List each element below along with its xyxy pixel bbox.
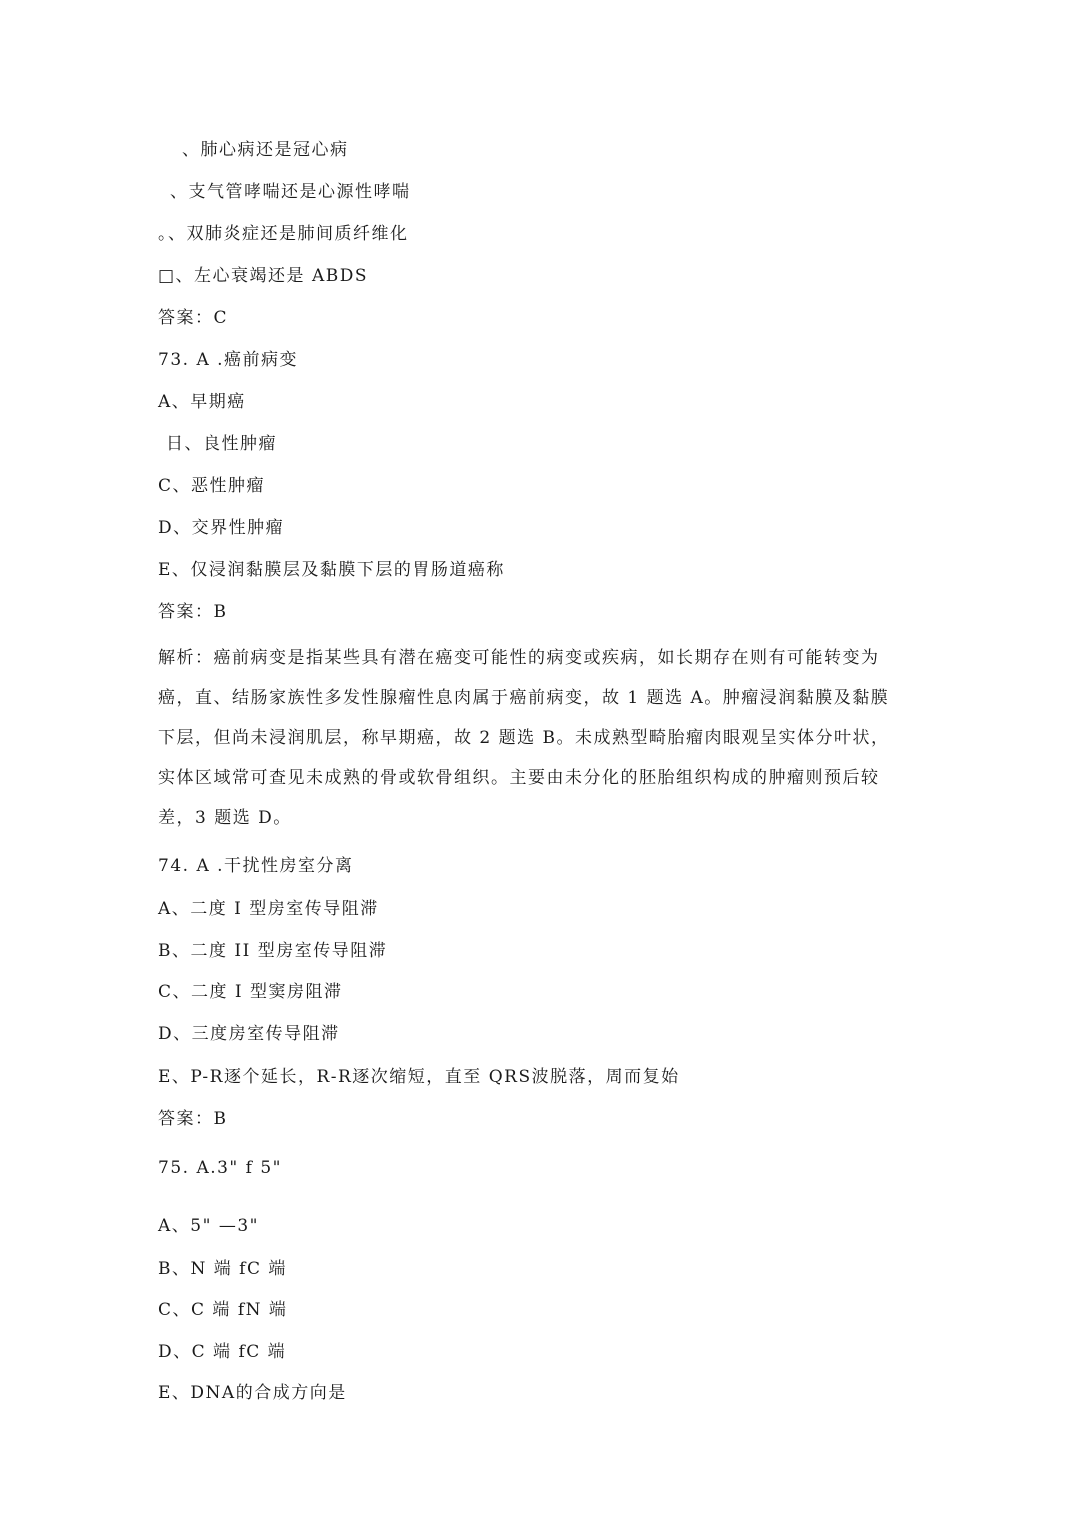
q74-option-d: D、三度房室传导阻滞 xyxy=(158,1024,340,1044)
q75-option-c: C、C 端 fN 端 xyxy=(158,1300,288,1320)
q73-explanation xyxy=(158,638,918,838)
q75-option-a: A、5" —3" xyxy=(158,1216,259,1236)
q74-option-c: C、二度 I 型窦房阻滞 xyxy=(158,982,343,1002)
q72-option-b: 、支气管哮喘还是心源性哮喘 xyxy=(170,182,411,202)
q73-option-b: 日、良性肿瘤 xyxy=(166,434,277,454)
q73-explanation-line: 癌，直、结肠家族性多发性腺瘤性息肉属于癌前病变，故 1 题选 A。肿瘤浸润黏膜及黏膜 xyxy=(158,688,890,708)
q75-option-e: E、DNA的合成方向是 xyxy=(158,1383,347,1403)
q74-answer: 答案：B xyxy=(158,1109,228,1129)
q72-option-d: □、左心衰竭还是 ABDS xyxy=(158,266,369,286)
q72-option-a: 、肺心病还是冠心病 xyxy=(182,140,349,160)
q74-option-b: B、二度 II 型房室传导阻滞 xyxy=(158,941,388,961)
q73-explanation-line: 下层，但尚未浸润肌层，称早期癌，故 2 题选 B。未成熟型畸胎瘤肉眼观呈实体分叶状， xyxy=(158,728,890,748)
q75-option-d: D、C 端 fC 端 xyxy=(158,1342,287,1362)
q73-option-d: D、交界性肿瘤 xyxy=(158,518,285,538)
q73-title: 73. A .癌前病变 xyxy=(158,350,299,370)
q73-explanation-line: 解析：癌前病变是指某些具有潜在癌变可能性的病变或疾病，如长期存在则有可能转变为 xyxy=(158,648,880,668)
q75-option-b: B、N 端 fC 端 xyxy=(158,1259,287,1279)
q73-option-c: C、恶性肿瘤 xyxy=(158,476,266,496)
q74-option-a: A、二度 I 型房室传导阻滞 xyxy=(158,899,379,919)
q72-answer: 答案：C xyxy=(158,308,229,328)
q75-title: 75. A.3" f 5" xyxy=(158,1158,282,1178)
q73-explanation-line: 差，3 题选 D。 xyxy=(158,808,292,828)
q73-explanation-line: 实体区域常可查见未成熟的骨或软骨组织。主要由未分化的胚胎组织构成的肿瘤则预后较 xyxy=(158,768,880,788)
q74-title: 74. A .干扰性房室分离 xyxy=(158,856,354,876)
q73-option-a: A、早期癌 xyxy=(158,392,246,412)
q73-answer: 答案：B xyxy=(158,602,228,622)
q73-option-e: E、仅浸润黏膜层及黏膜下层的胃肠道癌称 xyxy=(158,560,505,580)
q74-option-e: E、P-R逐个延长，R-R逐次缩短，直至 QRS波脱落，周而复始 xyxy=(158,1067,680,1087)
q72-option-c: 。、双肺炎症还是肺间质纤维化 xyxy=(158,224,409,244)
